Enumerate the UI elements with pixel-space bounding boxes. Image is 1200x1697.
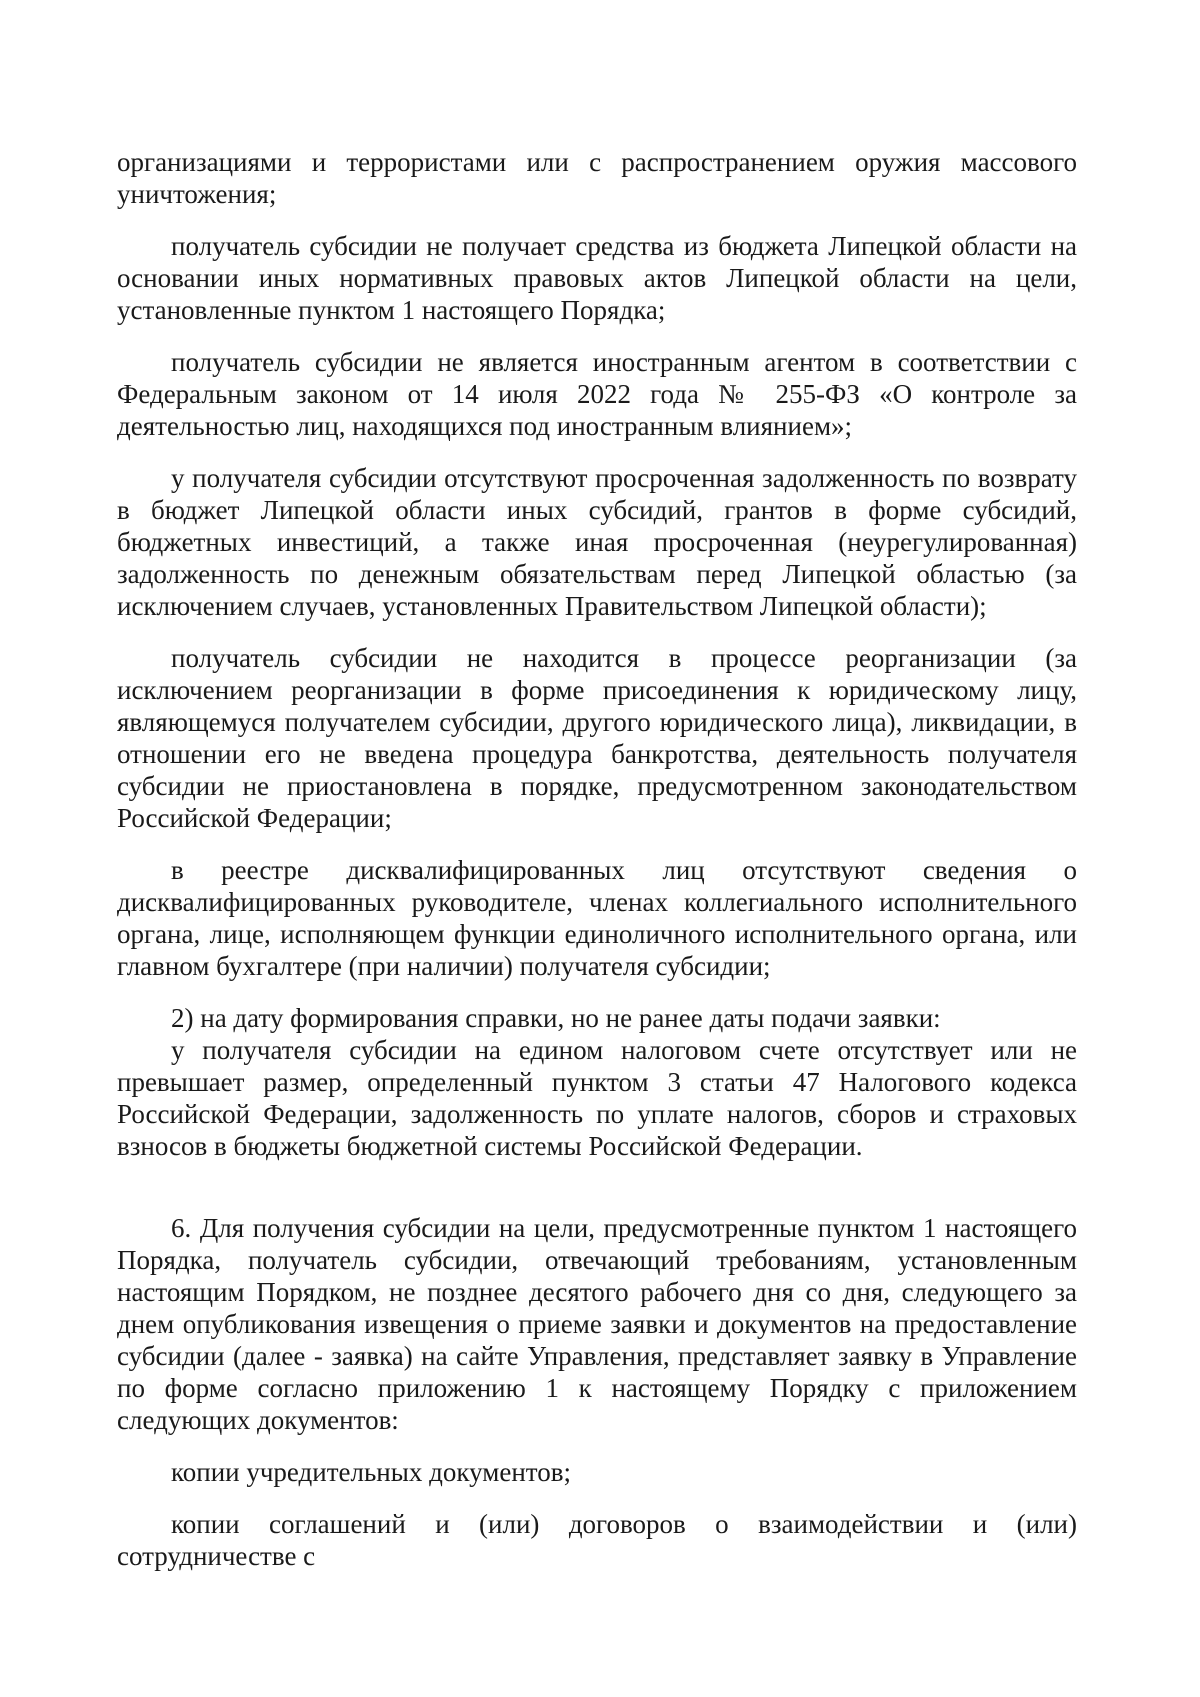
paragraph-continuation: организациями и террористами или с распространением оружия массового уничтожения; [117, 147, 1077, 209]
paragraph-reorganization: получатель субсидии не находится в процессе реорганизации (за исключением реорганизации в форме присоединения к юридическому лицу, являющемуся получателем субсидии, другого юридического лица), ликвидации, в отношении его не введена процедура банкротства, деятельность получателя субсидии не приостановлена в порядке, предусмотренном законодательством Российской Федерации; [117, 643, 1077, 833]
paragraph-foreign-agent: получатель субсидии не является иностранным агентом в соответствии с Федеральным законом от 14 июля 2022 года № 255-ФЗ «О контроле за деятельностью лиц, находящихся под иностранным влиянием»; [117, 347, 1077, 441]
paragraph-disqualified-registry: в реестре дисквалифицированных лиц отсутствуют сведения о дисквалифицированных руководителе, членах коллегиального исполнительного органа, лице, исполняющем функции единоличного исполнительного органа, или главном бухгалтере (при наличии) получателя субсидии; [117, 855, 1077, 981]
paragraph-item-6: 6. Для получения субсидии на цели, предусмотренные пунктом 1 настоящего Порядка, получатель субсидии, отвечающий требованиям, установленным настоящим Порядком, не позднее десятого рабочего дня со дня, следующего за днем опубликования извещения о приеме заявки и документов на предоставление субсидии (далее - заявка) на сайте Управления, представляет заявку в Управление по форме согласно приложению 1 к настоящему Порядку с приложением следующих документов: [117, 1213, 1077, 1435]
document-body [117, 146, 1077, 1592]
paragraph-founding-documents: копии учредительных документов; [171, 1457, 571, 1487]
paragraph-agreements: копии соглашений и (или) договоров о взаимодействии и (или) сотрудничестве с [117, 1509, 1077, 1571]
paragraph-budget-funds: получатель субсидии не получает средства из бюджета Липецкой области на основании иных нормативных правовых актов Липецкой области на цели, установленные пунктом 1 настоящего Порядка; [117, 231, 1077, 325]
paragraph-overdue-debt: у получателя субсидии отсутствуют просроченная задолженность по возврату в бюджет Липецкой области иных субсидий, грантов в форме субсидий, бюджетных инвестиций, а также иная просроченная (неурегулированная) задолженность по денежным обязательствам перед Липецкой областью (за исключением случаев, установленных Правительством Липецкой области); [117, 463, 1077, 621]
paragraph-tax-account: у получателя субсидии на едином налоговом счете отсутствует или не превышает размер, определенный пунктом 3 статьи 47 Налогового кодекса Российской Федерации, задолженность по уплате налогов, сборов и страховых взносов в бюджеты бюджетной системы Российской Федерации. [117, 1035, 1077, 1161]
paragraph-certificate-date: 2) на дату формирования справки, но не ранее даты подачи заявки: [171, 1003, 941, 1033]
